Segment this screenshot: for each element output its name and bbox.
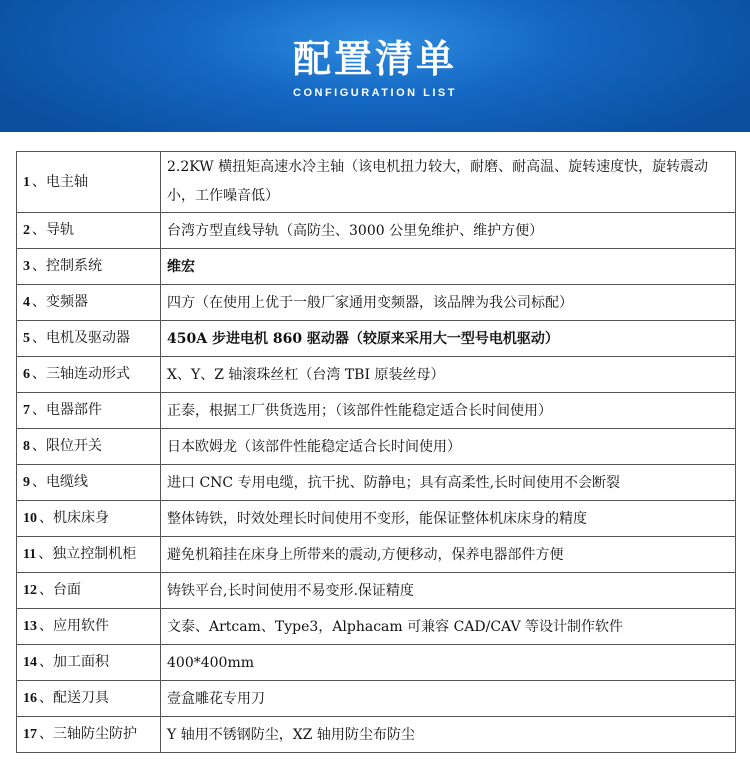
spec-value: 铸铁平台,长时间使用不易变形.保证精度 (161, 573, 736, 609)
spec-label: 限位开关 (46, 438, 102, 454)
spec-value: 文泰、Artcam、Type3，Alphacam 可兼容 CAD/CAV 等设计制作软件 (161, 609, 736, 645)
table-row (17, 321, 736, 357)
spec-label-cell: 2 、导轨 (17, 213, 161, 249)
table-row (17, 152, 736, 213)
spec-label: 应用软件 (53, 618, 109, 634)
spec-value: 整体铸铁，时效处理长时间使用不变形，能保证整体机床床身的精度 (161, 501, 736, 537)
spec-value: 400*400mm (161, 645, 736, 681)
spec-label-cell: 1 、电主轴 (17, 152, 161, 213)
spec-value: 450A 步进电机 860 驱动器（较原来采用大一型号电机驱动） (161, 321, 736, 357)
spec-label-cell: 13 、应用软件 (17, 609, 161, 645)
spec-value: X、Y、Z 轴滚珠丝杠（台湾 TBI 原装丝母） (161, 357, 736, 393)
spec-value: 日本欧姆龙（该部件性能稳定适合长时间使用） (161, 429, 736, 465)
spec-label-cell: 17 、三轴防尘防护 (17, 717, 161, 753)
table-row (17, 717, 736, 753)
spec-label: 独立控制机柜 (52, 546, 137, 562)
spec-label: 电主轴 (46, 173, 88, 190)
header-banner (0, 0, 750, 132)
spec-value: 正泰，根据工厂供货选用；（该部件性能稳定适合长时间使用） (161, 393, 736, 429)
spec-label-cell: 5 、电机及驱动器 (17, 321, 161, 357)
table-row (17, 537, 736, 573)
spec-label-cell: 16 、配送刀具 (17, 681, 161, 717)
table-row (17, 213, 736, 249)
spec-value: 进口 CNC 专用电缆，抗干扰、防静电；具有高柔性,长时间使用不会断裂 (161, 465, 736, 501)
spec-value: 台湾方型直线导轨（高防尘、3000 公里免维护、维护方便） (161, 213, 736, 249)
table-row (17, 285, 736, 321)
table-row (17, 645, 736, 681)
spec-table (16, 151, 736, 753)
table-row (17, 393, 736, 429)
page-subtitle: CONFIGURATION LIST (293, 87, 457, 99)
spec-label-cell: 3 、控制系统 (17, 249, 161, 285)
spec-value: 维宏 (161, 249, 736, 285)
spec-label-cell: 9 、电缆线 (17, 465, 161, 501)
spec-label-cell: 8 、限位开关 (17, 429, 161, 465)
table-row (17, 573, 736, 609)
spec-label-cell: 12 、台面 (17, 573, 161, 609)
spec-label-cell: 11 、独立控制机柜 (17, 537, 161, 573)
table-row (17, 609, 736, 645)
spec-label: 电器部件 (46, 402, 102, 418)
spec-value: 四方（在使用上优于一般厂家通用变频器，该品牌为我公司标配） (161, 285, 736, 321)
spec-label: 电机及驱动器 (46, 330, 130, 346)
spec-value: 壹盒雕花专用刀 (161, 681, 736, 717)
spec-label: 机床床身 (53, 510, 109, 526)
table-row (17, 501, 736, 537)
spec-value: 避免机箱挂在床身上所带来的震动,方便移动，保养电器部件方便 (161, 537, 736, 573)
table-row (17, 429, 736, 465)
spec-label-cell: 10 、机床床身 (17, 501, 161, 537)
spec-label: 三轴连动形式 (46, 366, 130, 382)
spec-value: Y 轴用不锈钢防尘，XZ 轴用防尘布防尘 (161, 717, 736, 753)
table-row (17, 357, 736, 393)
spec-label: 台面 (53, 582, 81, 598)
spec-label: 变频器 (46, 294, 88, 310)
spec-label-cell: 7 、电器部件 (17, 393, 161, 429)
spec-label: 加工面积 (53, 654, 109, 670)
spec-label-cell: 4 、变频器 (17, 285, 161, 321)
spec-label-cell: 6 、三轴连动形式 (17, 357, 161, 393)
spec-value: 2.2KW 横扭矩高速水冷主轴（该电机扭力较大，耐磨、耐高温、旋转速度快，旋转震动小，工作噪音低） (161, 152, 736, 213)
table-row (17, 249, 736, 285)
page-title: 配置清单 (292, 37, 457, 81)
spec-label: 三轴防尘防护 (53, 726, 137, 742)
spec-label: 电缆线 (46, 474, 88, 490)
table-row (17, 465, 736, 501)
spec-label-cell: 14 、加工面积 (17, 645, 161, 681)
table-row (17, 681, 736, 717)
spec-label: 配送刀具 (53, 690, 109, 706)
spec-label: 控制系统 (46, 258, 102, 274)
spec-label: 导轨 (46, 222, 74, 238)
